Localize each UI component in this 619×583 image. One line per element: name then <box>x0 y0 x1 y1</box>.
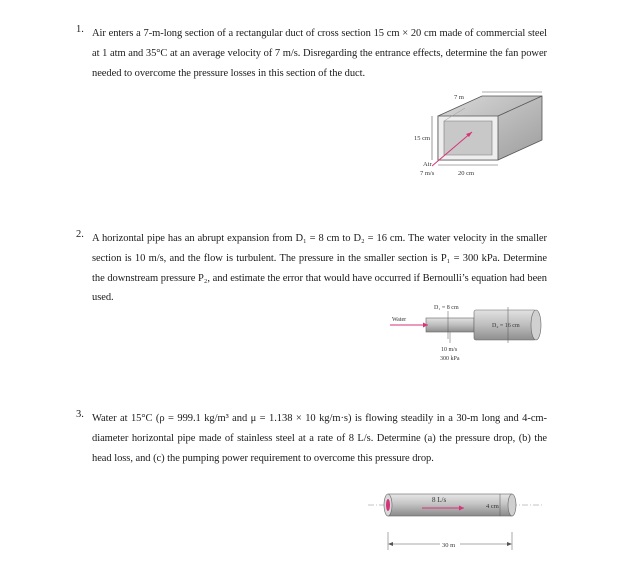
small-pipe <box>426 318 474 332</box>
water-velocity-label: 10 m/s <box>441 347 458 353</box>
d1-label: D₁ = 8 cm <box>434 305 459 311</box>
water-label: Water <box>392 317 407 323</box>
problem-1 <box>76 24 547 83</box>
problem-3-number: 3. <box>76 409 84 420</box>
water-pressure-label: 300 kPa <box>440 356 460 362</box>
duct-height-label: 15 cm <box>414 135 431 142</box>
flow-rate-label: 8 L/s <box>432 496 447 504</box>
pipe-length-label: 30 m <box>442 542 456 549</box>
duct-length-label: 7 m <box>454 94 464 101</box>
duct-width-label: 20 cm <box>458 170 475 177</box>
problem-3 <box>76 409 547 468</box>
problem-2 <box>76 229 547 308</box>
diameter-label: 4 cm <box>486 503 499 510</box>
air-label: Air <box>423 161 432 168</box>
problem-1-number: 1. <box>76 24 84 35</box>
problem-2-number: 2. <box>76 229 84 240</box>
air-velocity-label: 7 m/s <box>420 170 435 177</box>
expansion-figure <box>388 305 548 367</box>
d2-label: D₂ = 16 cm <box>492 323 520 329</box>
problem-1-text: Air enters a 7-m-long section of a rectangular duct of cross section 15 cm × 20 cm made of commercial steel at 1 atm and 35°C at an average velocity of 7 m/s. Disregarding the entrance effects, determine the fan power needed to overcome the pressure losses in this section of the duct. <box>92 28 547 79</box>
duct-figure <box>370 88 550 183</box>
problem-2-text: A horizontal pipe has an abrupt expansion from D₁ = 8 cm to D₂ = 16 cm. The water velocity in the smaller section is 10 m/s, and the flow is turbulent. The pressure in the smaller section is P₁ = 300 kPa. Determine the downstream pressure P₂, and estimate the error that would have occurred if Bernoulli’s equation had been used. <box>92 233 547 304</box>
pipe-figure <box>366 488 546 556</box>
problem-3-text: Water at 15°C (ρ = 999.1 kg/m³ and μ = 1.138 × 10 kg/m·s) is flowing steadily in a 30-m long and 4-cm-diameter horizontal pipe made of stainless steel at a rate of 8 L/s. Determine (a) the pressure drop, (b) the head loss, and (c) the pumping power requirement to overcome this pressure drop. <box>92 413 547 464</box>
